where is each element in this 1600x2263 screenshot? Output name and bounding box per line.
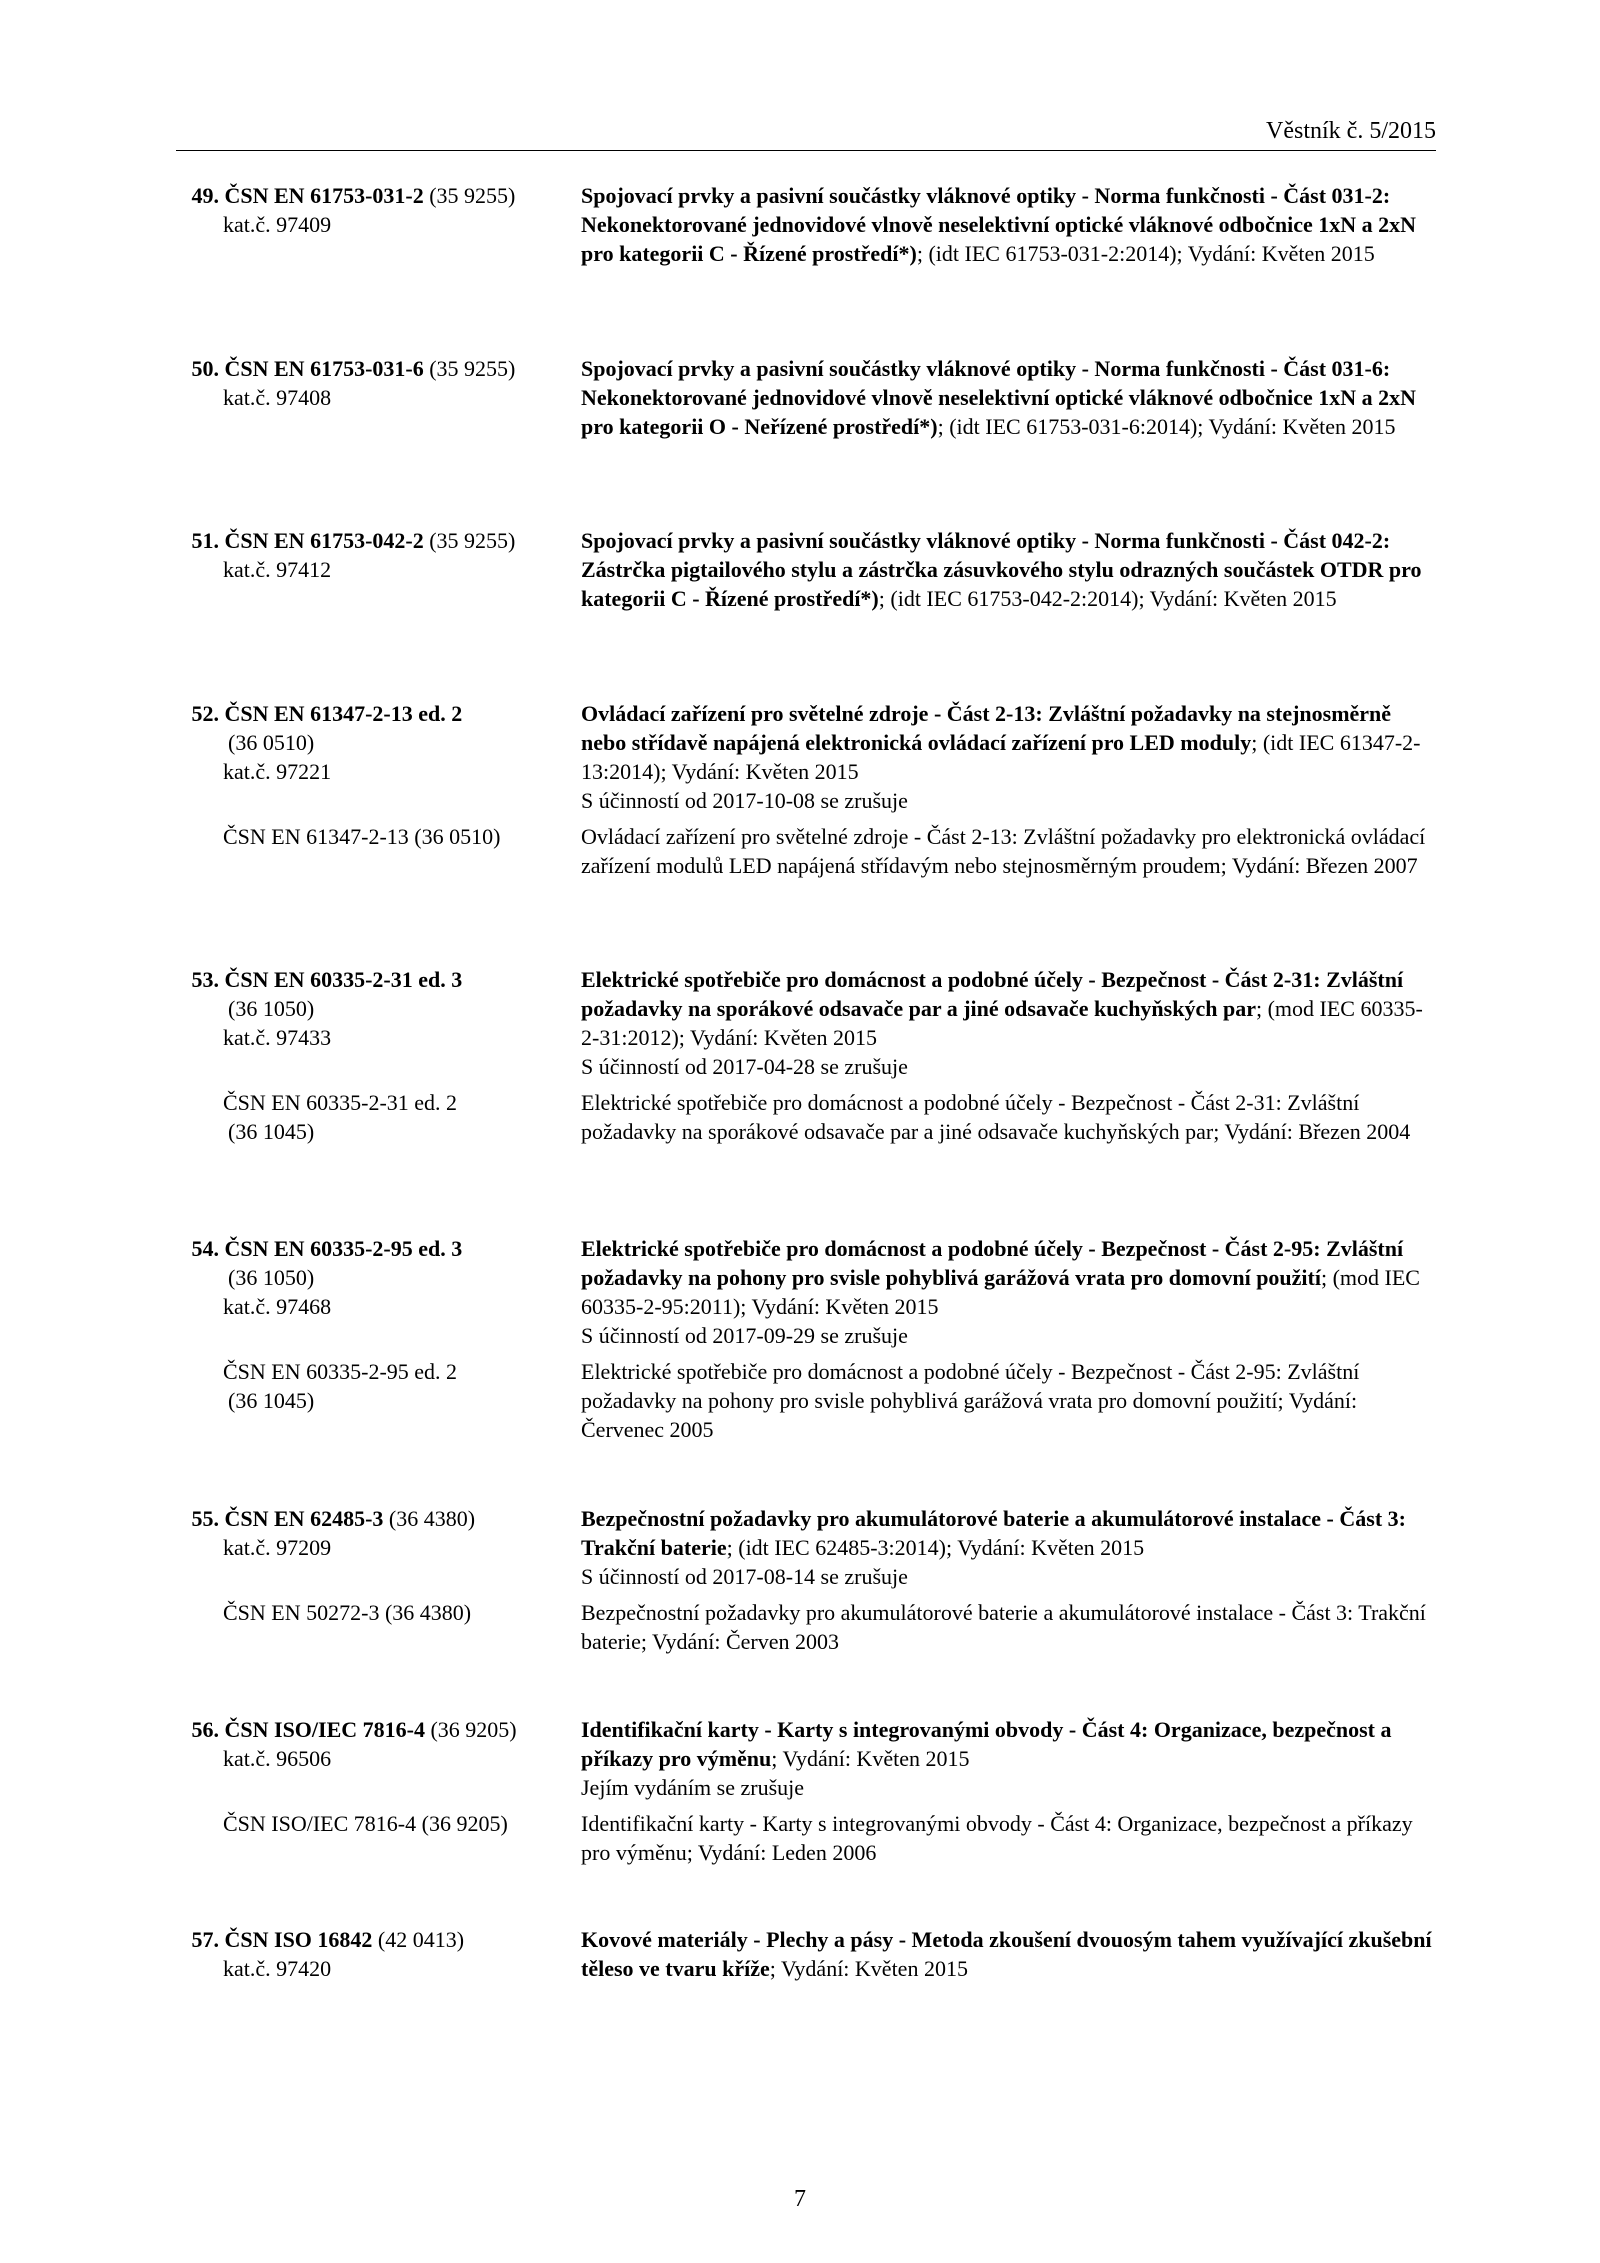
replaced-standard-id (176, 822, 581, 851)
replaced-standard-code: ČSN EN 60335-2-95 ed. 2 (223, 1359, 458, 1384)
replaced-standard-title: Bezpečnostní požadavky pro akumulátorové baterie a akumulátorové instalace - Část 3: Trakční baterie; Vydání: Červen 2003 (581, 1600, 1426, 1654)
standard-title: Bezpečnostní požadavky pro akumulátorové baterie a akumulátorové instalace - Část 3: Trakční baterie (581, 1506, 1406, 1560)
replaced-classification: (36 1045) (228, 1388, 315, 1413)
entry-number: 50. (191, 356, 219, 381)
entry-description (581, 526, 1436, 613)
standard-details: ; (mod IEC 60335-2-31:2012); Vydání: Květen 2015 (581, 996, 1423, 1050)
standard-entry (176, 181, 1436, 268)
standard-code: ČSN ISO/IEC 7816-4 (224, 1717, 425, 1742)
standard-details: ; (idt IEC 61347-2-13:2014); Vydání: Květen 2015 (581, 730, 1421, 784)
withdrawal-note: S účinností od 2017-04-28 se zrušuje (581, 1054, 908, 1079)
standard-code: ČSN EN 61753-042-2 (224, 528, 424, 553)
standard-details: ; Vydání: Květen 2015 (769, 1956, 968, 1981)
standard-title: Spojovací prvky a pasivní součástky vláknové optiky - Norma funkčnosti - Část 042-2: Zástrčka pigtailového stylu a zástrčka zásuvkového stylu odrazných součástek OTDR pro kategorii C - Řízené prostředí*) (581, 528, 1422, 611)
standard-title: Elektrické spotřebiče pro domácnost a podobné účely - Bezpečnost - Část 2-95: Zvláštní požadavky na pohony pro svisle pohyblivá garážová vrata pro domovní použití (581, 1236, 1404, 1290)
entry-id (176, 181, 581, 239)
replaced-standard-code: ČSN EN 60335-2-31 ed. 2 (223, 1090, 458, 1115)
bulletin-title: Věstník č. 5/2015 (1266, 118, 1436, 144)
standard-entry (176, 526, 1436, 613)
replaced-standard-id (176, 1357, 581, 1415)
standard-details: ; (idt IEC 61753-031-6:2014); Vydání: Květen 2015 (937, 414, 1396, 439)
catalog-number: kat.č. 97468 (223, 1294, 332, 1319)
catalog-number: kat.č. 97412 (223, 557, 332, 582)
withdrawal-note: Jejím vydáním se zrušuje (581, 1775, 805, 1800)
entry-number: 54. (191, 1236, 219, 1261)
standard-title: Elektrické spotřebiče pro domácnost a podobné účely - Bezpečnost - Část 2-31: Zvláštní požadavky na sporákové odsavače par a jiné odsavače kuchyňských par (581, 967, 1404, 1021)
entry-id (176, 1715, 581, 1773)
entry-number: 55. (191, 1506, 219, 1531)
standard-entry (176, 699, 1436, 880)
standard-code: ČSN EN 61347-2-13 ed. 2 (224, 701, 463, 726)
classification: (36 9205) (424, 1717, 517, 1742)
standard-entry (176, 354, 1436, 441)
catalog-number: kat.č. 97433 (223, 1025, 332, 1050)
standard-details: ; (idt IEC 61753-042-2:2014); Vydání: Květen 2015 (878, 586, 1337, 611)
catalog-number: kat.č. 96506 (223, 1746, 332, 1771)
page-header (176, 116, 1436, 151)
standard-title: Spojovací prvky a pasivní součástky vláknové optiky - Norma funkčnosti - Část 031-6: Nekonektorované jednovidové vlnově neselektivní optické vláknové odbočnice 1xN a 2xN pro kategorii O - Neřízené prostředí*) (581, 356, 1417, 439)
standard-entry (176, 1504, 1436, 1656)
standard-code: ČSN EN 60335-2-95 ed. 3 (224, 1236, 463, 1261)
entry-id (176, 1234, 581, 1321)
entry-id (176, 699, 581, 786)
standard-entry (176, 1715, 1436, 1867)
standard-code: ČSN ISO 16842 (224, 1927, 373, 1952)
standard-title: Spojovací prvky a pasivní součástky vláknové optiky - Norma funkčnosti - Část 031-2: Nekonektorované jednovidové vlnově neselektivní optické vláknové odbočnice 1xN a 2xN pro kategorii C - Řízené prostředí*) (581, 183, 1417, 266)
standard-code: ČSN EN 62485-3 (224, 1506, 384, 1531)
withdrawal-note: S účinností od 2017-10-08 se zrušuje (581, 788, 908, 813)
entry-description (581, 965, 1436, 1081)
entry-id (176, 965, 581, 1052)
entry-id (176, 1925, 581, 1983)
withdrawal-note: S účinností od 2017-08-14 se zrušuje (581, 1564, 908, 1589)
entry-description (581, 1925, 1436, 1983)
entry-number: 52. (191, 701, 219, 726)
replaced-standard-code: ČSN ISO/IEC 7816-4 (36 9205) (223, 1811, 508, 1836)
classification: (35 9255) (423, 528, 516, 553)
replaced-standard-id (176, 1598, 581, 1627)
catalog-number: kat.č. 97409 (223, 212, 332, 237)
classification: (36 4380) (383, 1506, 476, 1531)
standard-code: ČSN EN 60335-2-31 ed. 3 (224, 967, 463, 992)
entry-description (581, 181, 1436, 268)
standard-entry (176, 1234, 1436, 1444)
entry-number: 53. (191, 967, 219, 992)
classification: (42 0413) (372, 1927, 465, 1952)
catalog-number: kat.č. 97221 (223, 759, 332, 784)
replaced-standard-title: Identifikační karty - Karty s integrovanými obvody - Část 4: Organizace, bezpečnost a příkazy pro výměnu; Vydání: Leden 2006 (581, 1811, 1413, 1865)
catalog-number: kat.č. 97209 (223, 1535, 332, 1560)
entry-id (176, 1504, 581, 1562)
replaced-classification: (36 1045) (228, 1119, 315, 1144)
entry-description (581, 1715, 1436, 1802)
standard-entry (176, 1925, 1436, 1983)
entry-description (581, 1234, 1436, 1350)
standard-code: ČSN EN 61753-031-6 (224, 356, 424, 381)
standard-details: ; (idt IEC 62485-3:2014); Vydání: Květen 2015 (726, 1535, 1145, 1560)
entry-description (581, 354, 1436, 441)
standard-details: ; Vydání: Květen 2015 (771, 1746, 970, 1771)
replaced-standard-title: Ovládací zařízení pro světelné zdroje - Část 2-13: Zvláštní požadavky pro elektronická ovládací zařízení modulů LED napájená střídavým nebo stejnosměrným proudem; Vydání: Březen 2007 (581, 824, 1426, 878)
entry-id (176, 354, 581, 412)
classification: (35 9255) (423, 356, 516, 381)
page-footer (0, 2185, 1600, 2214)
replaced-standard-id (176, 1809, 581, 1838)
replaced-standard-code: ČSN EN 61347-2-13 (36 0510) (223, 824, 501, 849)
entry-number: 57. (191, 1927, 219, 1952)
page-number: 7 (794, 2186, 806, 2212)
classification: (35 9255) (423, 183, 516, 208)
entry-description (581, 699, 1436, 815)
replaced-standard-id (176, 1088, 581, 1146)
standard-entry (176, 965, 1436, 1146)
replaced-standard-title: Elektrické spotřebiče pro domácnost a podobné účely - Bezpečnost - Část 2-95: Zvláštní požadavky na pohony pro svisle pohyblivá garážová vrata pro domovní použití; Vydání: Červenec 2005 (581, 1359, 1360, 1442)
entry-number: 51. (191, 528, 219, 553)
standard-code: ČSN EN 61753-031-2 (224, 183, 424, 208)
standard-details: ; (mod IEC 60335-2-95:2011); Vydání: Květen 2015 (581, 1265, 1420, 1319)
catalog-number: kat.č. 97408 (223, 385, 332, 410)
withdrawal-note: S účinností od 2017-09-29 se zrušuje (581, 1323, 908, 1348)
catalog-number: kat.č. 97420 (223, 1956, 332, 1981)
classification: (36 1050) (228, 996, 315, 1021)
entry-number: 49. (191, 183, 219, 208)
standard-title: Kovové materiály - Plechy a pásy - Metoda zkoušení dvouosým tahem využívající zkušební těleso ve tvaru kříže (581, 1927, 1432, 1981)
standard-title: Identifikační karty - Karty s integrovanými obvody - Část 4: Organizace, bezpečnost a příkazy pro výměnu (581, 1717, 1392, 1771)
replaced-standard-title: Elektrické spotřebiče pro domácnost a podobné účely - Bezpečnost - Část 2-31: Zvláštní požadavky na sporákové odsavače par a jiné odsavače kuchyňských par; Vydání: Březen 2004 (581, 1090, 1411, 1144)
entry-id (176, 526, 581, 584)
standard-details: ; (idt IEC 61753-031-2:2014); Vydání: Květen 2015 (916, 241, 1375, 266)
classification: (36 1050) (228, 1265, 315, 1290)
classification: (36 0510) (228, 730, 315, 755)
replaced-standard-code: ČSN EN 50272-3 (36 4380) (223, 1600, 472, 1625)
entry-number: 56. (191, 1717, 219, 1742)
standard-title: Ovládací zařízení pro světelné zdroje - Část 2-13: Zvláštní požadavky na stejnosměrně nebo střídavě napájená elektronická ovládací zařízení pro LED moduly (581, 701, 1392, 755)
entry-description (581, 1504, 1436, 1591)
